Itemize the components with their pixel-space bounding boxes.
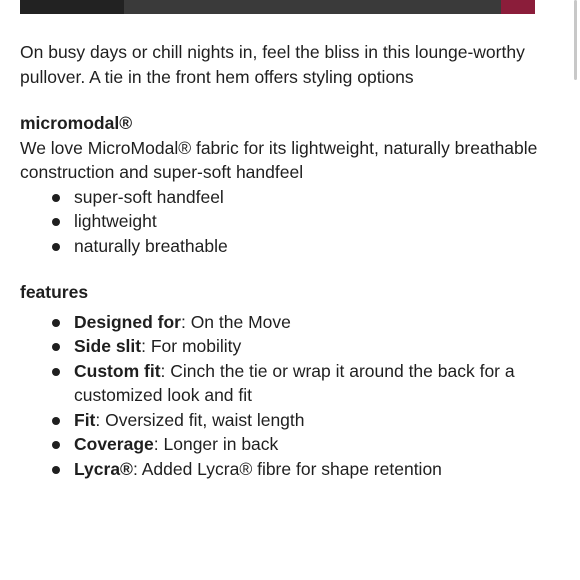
feature-value: : Oversized fit, waist length <box>95 409 305 430</box>
product-description <box>20 40 550 481</box>
features-title: features <box>20 282 89 302</box>
list-item <box>20 310 550 335</box>
list-item <box>20 457 550 482</box>
feature-value: : Longer in back <box>153 434 279 454</box>
list-item <box>20 432 550 457</box>
swatch-burgundy[interactable] <box>501 0 535 14</box>
scrollbar[interactable] <box>574 0 577 80</box>
features-list <box>20 310 550 482</box>
swatch-dark[interactable] <box>20 0 124 14</box>
feature-label: Side slit <box>74 336 142 356</box>
micromodal-description: We love MicroModal® fabric for its lightweight, naturally breathable construction and super-soft handfeel <box>20 137 538 182</box>
list-item: naturally breathable <box>20 234 550 259</box>
feature-label: Lycra® <box>74 458 133 479</box>
feature-label: Custom fit <box>74 360 161 381</box>
list-item <box>20 359 550 408</box>
feature-value: : Cinch the tie or wrap it around the back for a customized look and fit <box>74 360 515 405</box>
feature-label: Coverage <box>74 434 154 454</box>
feature-label: Fit <box>74 409 96 430</box>
feature-label: Designed for <box>74 311 181 332</box>
micromodal-title: micromodal® <box>20 113 133 133</box>
intro-text: On busy days or chill nights in, feel the bliss in this lounge-worthy pullover. A tie in the front hem offers styling options <box>20 42 525 87</box>
feature-value: : For mobility <box>141 336 242 356</box>
list-item <box>20 408 550 433</box>
list-item: super-soft handfeel <box>20 185 550 210</box>
feature-value: : Added Lycra® fibre for shape retention <box>132 458 442 479</box>
feature-value: : On the Move <box>180 311 291 332</box>
list-item: lightweight <box>20 209 550 234</box>
list-item <box>20 334 550 359</box>
micromodal-list <box>20 185 550 259</box>
swatch-charcoal[interactable] <box>124 0 501 14</box>
color-swatch-bar[interactable] <box>20 0 535 14</box>
